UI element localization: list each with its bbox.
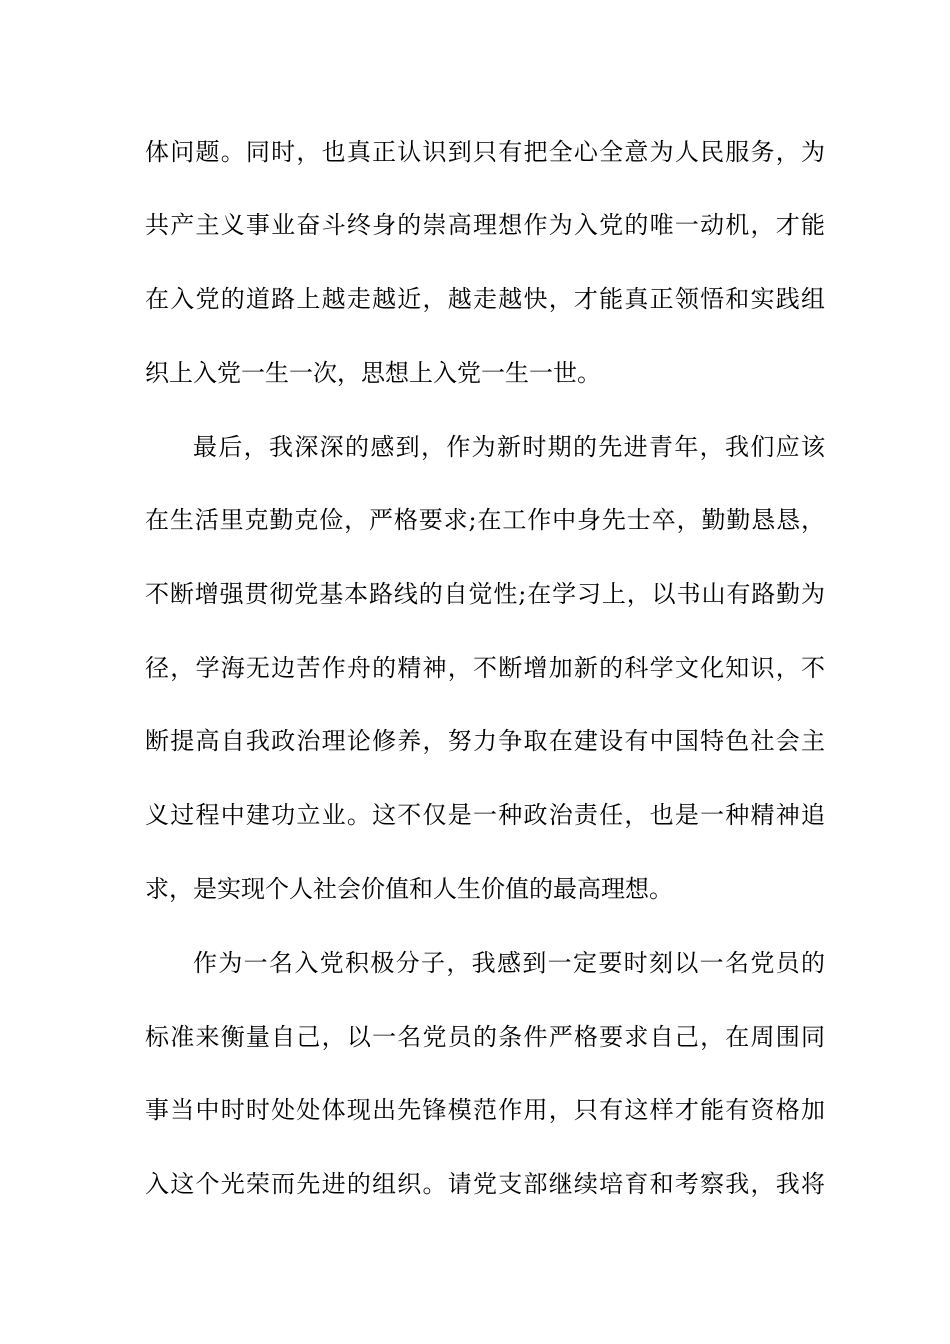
paragraph-1-line-4: 织上入党一生一次，思想上入党一生一世。 bbox=[145, 359, 601, 387]
paragraph-1-line-1: 体问题。同时，也真正认识到只有把全心全意为人民服务，为 bbox=[145, 138, 825, 166]
paragraph-2-line-7: 求，是实现个人社会价值和人生价值的最高理想。 bbox=[145, 875, 673, 903]
paragraph-3-line-3: 事当中时时处处体现出先锋模范作用，只有这样才能有资格加 bbox=[145, 1096, 825, 1124]
paragraph-2-line-5: 断提高自我政治理论修养，努力争取在建设有中国特色社会主 bbox=[145, 727, 825, 755]
paragraph-3-line-1: 作为一名入党积极分子，我感到一定要时刻以一名党员的 bbox=[193, 949, 825, 977]
paragraph-3-line-2: 标准来衡量自己，以一名党员的条件严格要求自己，在周围同 bbox=[145, 1023, 825, 1051]
paragraph-3-line-4: 入这个光荣而先进的组织。请党支部继续培育和考察我，我将 bbox=[145, 1170, 825, 1198]
paragraph-1-line-3: 在入党的道路上越走越近，越走越快，才能真正领悟和实践组 bbox=[145, 285, 825, 313]
paragraph-2-line-6: 义过程中建功立业。这不仅是一种政治责任，也是一种精神追 bbox=[145, 801, 825, 829]
paragraph-1-line-2: 共产主义事业奋斗终身的崇高理想作为入党的唯一动机，才能 bbox=[145, 211, 825, 239]
paragraph-2-line-1: 最后，我深深的感到，作为新时期的先进青年，我们应该 bbox=[193, 433, 825, 461]
paragraph-2-line-2: 在生活里克勤克俭，严格要求;在工作中身先士卒，勤勤恳恳， bbox=[145, 506, 825, 534]
paragraph-2-line-3: 不断增强贯彻党基本路线的自觉性;在学习上，以书山有路勤为 bbox=[145, 580, 825, 608]
paragraph-2-line-4: 径，学海无边苦作舟的精神，不断增加新的科学文化知识，不 bbox=[145, 654, 825, 682]
